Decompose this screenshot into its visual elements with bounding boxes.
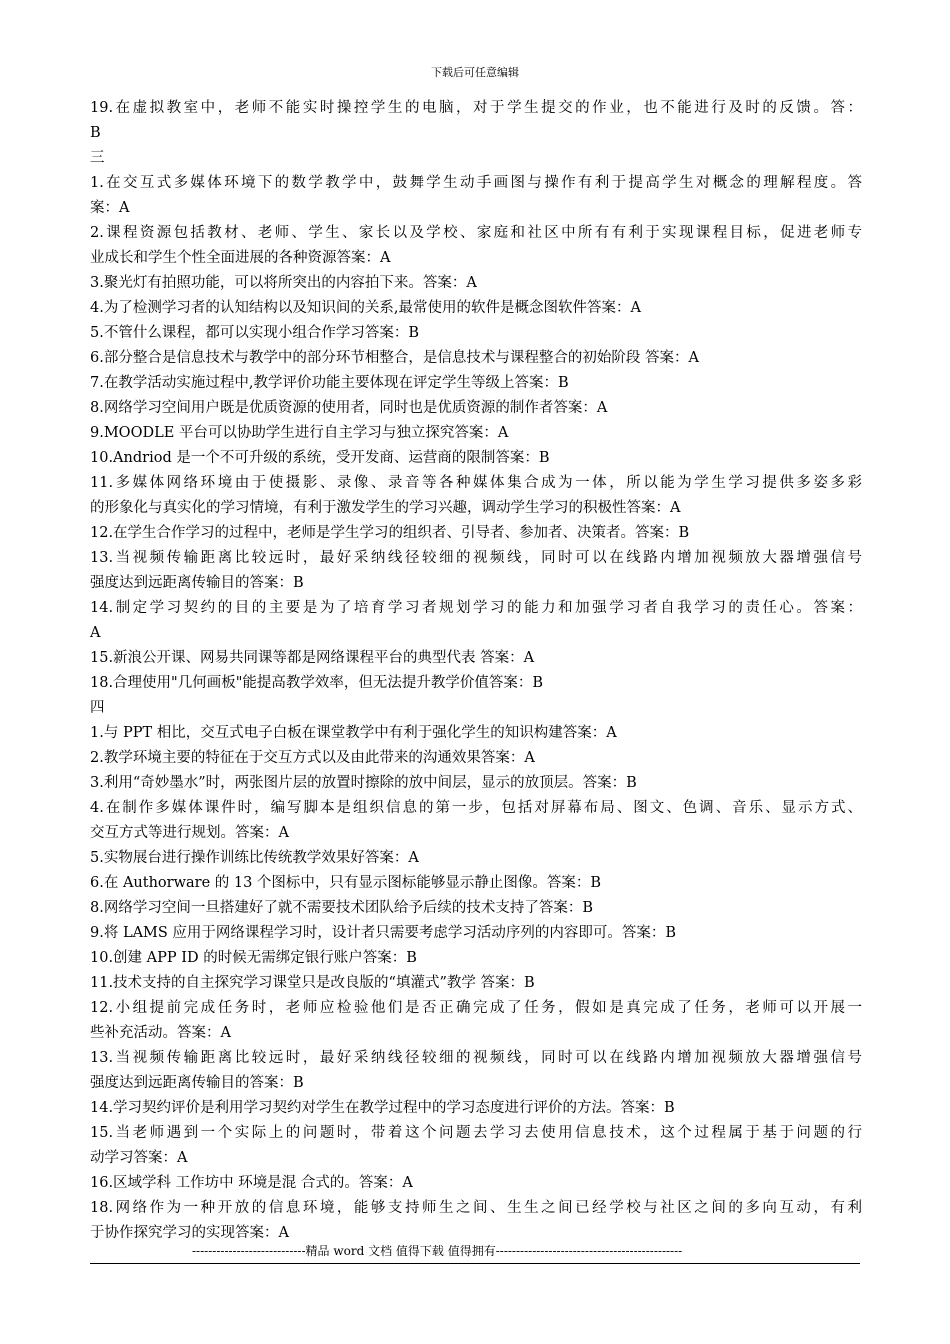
text-line: 13.当视频传输距离比较远时，最好采纳线径较细的视频线，同时可以在线路内增加视频放大器增强信号 [90, 550, 862, 566]
text-line: 18.合理使用"几何画板"能提高教学效率，但无法提升教学价值答案：B [90, 675, 544, 691]
text-line: 18.网络作为一种开放的信息环境，能够支持师生之间、生生之间已经学校与社区之间的多向互动，有利 [90, 1200, 862, 1216]
text-line: 四 [90, 700, 105, 716]
page-footer: ----------------------------精品 word 文档 值得下载 值得拥有---------------------------------------------- [192, 1244, 683, 1258]
text-line: 5.不管什么课程，都可以实现小组合作学习答案：B [90, 325, 419, 341]
text-line: 的形象化与真实化的学习情境，有利于激发学生的学习兴趣，调动学生学习的积极性答案：A [90, 500, 681, 516]
page-header: 下载后可任意编辑 [431, 66, 519, 79]
footer-divider [90, 1263, 860, 1264]
text-line: 8.网络学习空间一旦搭建好了就不需要技术团队给予后续的技术支持了答案：B [90, 900, 593, 916]
text-line: 6.部分整合是信息技术与教学中的部分环节相整合，是信息技术与课程整合的初始阶段 答案：A [90, 350, 699, 366]
text-line: 10.创建 APP ID 的时候无需绑定银行账户答案：B [90, 950, 417, 966]
text-line: 14.学习契约评价是利用学习契约对学生在教学过程中的学习态度进行评价的方法。答案：B [90, 1100, 675, 1116]
text-line: 3.聚光灯有拍照功能，可以将所突出的内容拍下来。答案：A [90, 275, 477, 291]
text-line: 1.在交互式多媒体环境下的数学教学中，鼓舞学生动手画图与操作有利于提高学生对概念的理解程度。答 [90, 175, 862, 191]
text-line: 2.教学环境主要的特征在于交互方式以及由此带来的沟通效果答案：A [90, 750, 535, 766]
text-line: 2.课程资源包括教材、老师、学生、家长以及学校、家庭和社区中所有有利于实现课程目标，促进老师专 [90, 225, 862, 241]
text-line: 9.将 LAMS 应用于网络课程学习时，设计者只需要考虑学习活动序列的内容即可。答案：B [90, 925, 677, 941]
text-line: 交互方式等进行规划。答案：A [90, 825, 289, 841]
text-line: 10.Andriod 是一个不可升级的系统，受开发商、运营商的限制答案：B [90, 450, 550, 466]
text-line: 强度达到远距离传输目的答案：B [90, 1075, 304, 1091]
text-line: 13.当视频传输距离比较远时，最好采纳线径较细的视频线，同时可以在线路内增加视频放大器增强信号 [90, 1050, 862, 1066]
text-line: 业成长和学生个性全面进展的各种资源答案：A [90, 250, 391, 266]
text-line: 强度达到远距离传输目的答案：B [90, 575, 304, 591]
text-line: 11.多媒体网络环境由于使摄影、录像、录音等各种媒体集合成为一体，所以能为学生学习提供多姿多彩 [90, 475, 862, 491]
text-line: 16.区域学科 工作坊中 环境是混 合式的。答案：A [90, 1175, 413, 1191]
text-line: 于协作探究学习的实现答案：A [90, 1225, 289, 1241]
text-line: 14.制定学习契约的目的主要是为了培育学习者规划学习的能力和加强学习者自我学习的责任心。答案： [90, 600, 862, 616]
text-line: 6.在 Authorware 的 13 个图标中，只有显示图标能够显示静止图像。答案：B [90, 875, 602, 891]
text-line: 15.当老师遇到一个实际上的问题时，带着这个问题去学习去使用信息技术，这个过程属于基于问题的行 [90, 1125, 862, 1141]
text-line: 7.在教学活动实施过程中,教学评价功能主要体现在评定学生等级上答案：B [90, 375, 569, 391]
text-line: 4.为了检测学习者的认知结构以及知识间的关系,最常使用的软件是概念图软件答案：A [90, 300, 641, 316]
text-line: 动学习答案：A [90, 1150, 188, 1166]
text-line: 案：A [90, 200, 130, 216]
text-line: 4.在制作多媒体课件时，编写脚本是组织信息的第一步，包括对屏幕布局、图文、色调、音乐、显示方式、 [90, 800, 862, 816]
document-body [90, 96, 862, 1246]
text-line: 15.新浪公开课、网易共同课等都是网络课程平台的典型代表 答案：A [90, 650, 535, 666]
text-line: 12.小组提前完成任务时，老师应检验他们是否正确完成了任务，假如是真完成了任务，老师可以开展一 [90, 1000, 862, 1016]
text-line: 三 [90, 150, 105, 166]
text-line: 1.与 PPT 相比，交互式电子白板在课堂教学中有利于强化学生的知识构建答案：A [90, 725, 617, 741]
text-line: 8.网络学习空间用户既是优质资源的使用者，同时也是优质资源的制作者答案：A [90, 400, 608, 416]
text-line: 19.在虚拟教室中，老师不能实时操控学生的电脑，对于学生提交的作业，也不能进行及时的反馈。答： [90, 100, 862, 116]
text-line: 9.MOODLE 平台可以协助学生进行自主学习与独立探究答案：A [90, 425, 509, 441]
text-line: 些补充活动。答案：A [90, 1025, 231, 1041]
text-line: 11.技术支持的自主探究学习课堂只是改良版的“填灌式”教学 答案：B [90, 975, 535, 991]
text-line: A [90, 625, 101, 641]
text-line: 12.在学生合作学习的过程中，老师是学生学习的组织者、引导者、参加者、决策者。答案：B [90, 525, 690, 541]
text-line: 3.利用“奇妙墨水”时，两张图片层的放置时擦除的放中间层，显示的放顶层。答案：B [90, 775, 637, 791]
text-line: 5.实物展台进行操作训练比传统教学效果好答案：A [90, 850, 419, 866]
text-line: B [90, 125, 101, 141]
